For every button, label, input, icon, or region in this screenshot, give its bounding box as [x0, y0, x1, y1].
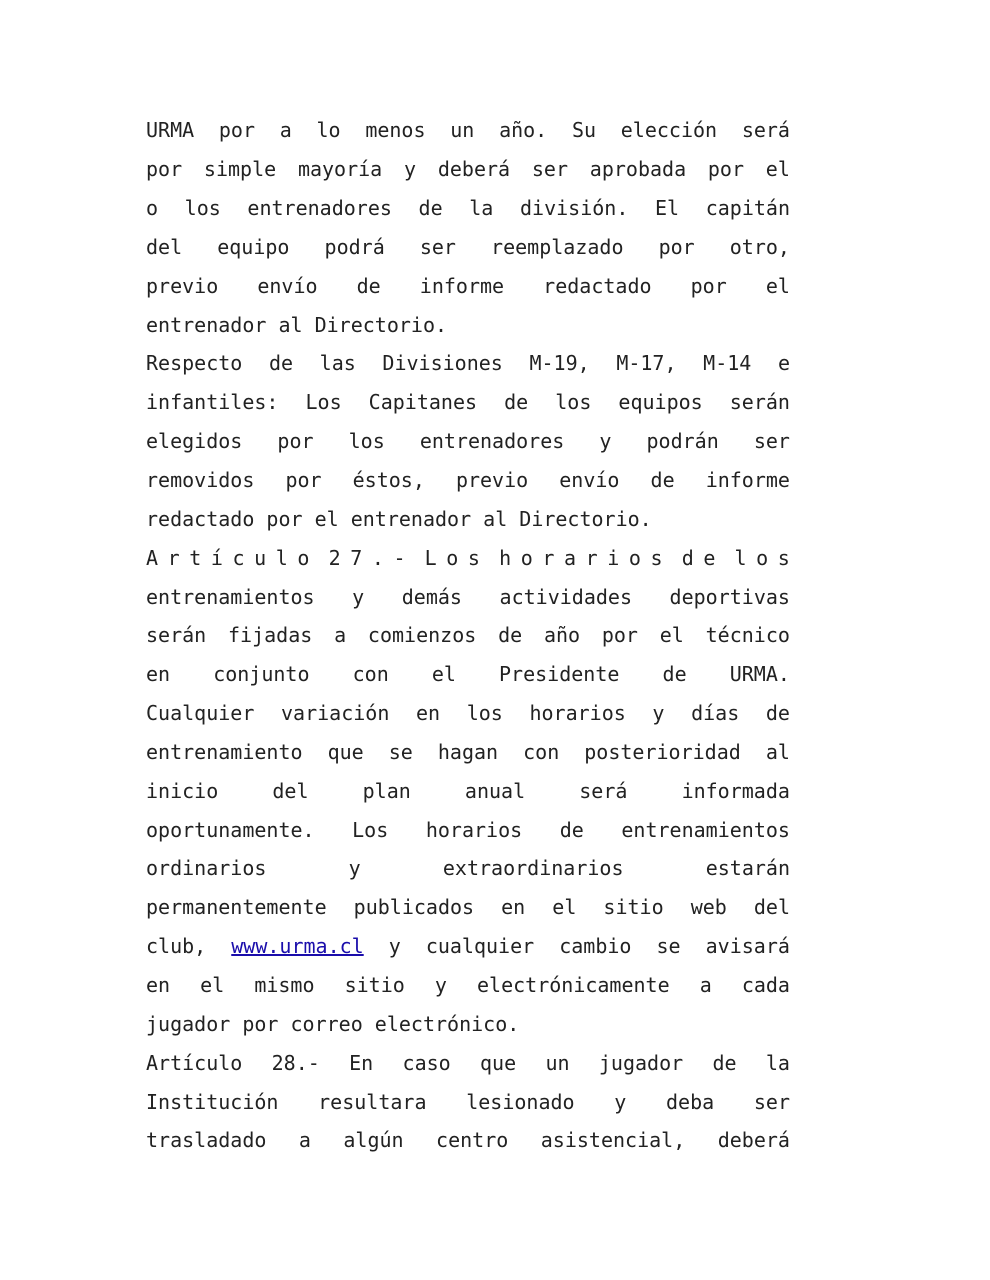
word: un — [450, 118, 475, 143]
text-line — [146, 538, 790, 577]
word: s — [777, 545, 790, 570]
word: lesionado — [466, 1089, 575, 1114]
word: el — [200, 972, 225, 997]
word: c — [232, 545, 245, 570]
word: Presidente — [499, 662, 620, 687]
word: a — [279, 118, 292, 143]
word: al — [765, 739, 790, 764]
word: de — [498, 623, 523, 648]
word: en — [416, 701, 441, 726]
word: con — [352, 662, 389, 687]
word: ser — [419, 234, 456, 259]
word: deportivas — [669, 584, 790, 609]
word: entrenamientos — [146, 584, 315, 609]
word: o — [146, 196, 159, 221]
word: Su — [571, 118, 597, 143]
word: r — [167, 545, 180, 570]
word: cada — [741, 972, 790, 997]
word: por — [690, 273, 727, 298]
word: técnico — [705, 623, 790, 648]
word: M-14 — [703, 351, 752, 376]
word: publicados — [353, 895, 475, 920]
word: el — [765, 157, 790, 182]
word: y — [388, 934, 401, 959]
word: M-19, — [529, 351, 590, 376]
word: a — [298, 1128, 311, 1153]
word: por — [277, 429, 314, 454]
line-text: redactado por el entrenador al Directorio. — [146, 506, 652, 531]
word: comienzos — [367, 623, 477, 648]
word: reemplazado — [491, 234, 624, 259]
word: removidos — [146, 468, 255, 493]
word: serán — [146, 623, 207, 648]
word: que — [327, 739, 364, 764]
word: h — [499, 545, 512, 570]
word: club, — [146, 934, 207, 959]
word: avisará — [705, 934, 790, 959]
word: previo — [455, 468, 529, 493]
word: Capitanes — [368, 390, 478, 415]
word: l — [734, 545, 747, 570]
word: por — [218, 118, 256, 143]
text-line — [146, 305, 790, 344]
word: sitio — [344, 972, 405, 997]
text-line — [146, 189, 790, 228]
text-line — [146, 849, 790, 888]
word: de — [662, 662, 687, 687]
word: electrónicamente — [476, 972, 670, 997]
word: la — [765, 1050, 790, 1075]
word: fijadas — [228, 623, 313, 648]
word: e — [703, 545, 716, 570]
word: envío — [559, 468, 620, 493]
word: año — [543, 623, 581, 648]
word: se — [656, 934, 681, 959]
word: d — [681, 545, 694, 570]
word: por — [601, 623, 638, 648]
word: equipos — [618, 390, 703, 415]
word: ser — [531, 157, 568, 182]
word: días — [691, 701, 740, 726]
text-line — [146, 694, 790, 733]
word: L — [424, 545, 437, 570]
text-line — [146, 150, 790, 189]
text-line — [146, 888, 790, 927]
word: algún — [343, 1128, 404, 1153]
word: trasladado — [146, 1128, 267, 1153]
word: previo — [146, 273, 219, 298]
word: y — [599, 429, 612, 454]
text-line — [146, 228, 790, 267]
word: e — [777, 351, 790, 376]
word: estarán — [705, 856, 790, 881]
word: entrenadores — [247, 196, 392, 221]
word: El — [654, 196, 680, 221]
word: de — [268, 351, 294, 376]
word: por — [285, 468, 322, 493]
word: asistencial, — [540, 1128, 686, 1153]
word: de — [765, 701, 790, 726]
word: el — [431, 662, 456, 687]
word: deberá — [437, 157, 511, 182]
word: s — [467, 545, 480, 570]
word: mismo — [254, 972, 315, 997]
word: elegidos — [146, 429, 243, 454]
word: otro, — [729, 234, 790, 259]
word: y — [404, 157, 417, 182]
text-line — [146, 966, 790, 1005]
document-body — [146, 111, 790, 1160]
word: informada — [681, 778, 790, 803]
text-line — [146, 810, 790, 849]
word: las — [319, 351, 356, 376]
text-line — [146, 499, 790, 538]
word: s — [650, 545, 663, 570]
word: o — [297, 545, 310, 570]
word: 7 — [350, 545, 363, 570]
word: horarios — [529, 701, 626, 726]
word: resultara — [318, 1089, 427, 1114]
word: infantiles: — [146, 390, 279, 415]
word: actividades — [499, 584, 632, 609]
word: Divisiones — [382, 351, 503, 376]
word: de — [559, 817, 584, 842]
text-line — [146, 1043, 790, 1082]
word: será — [741, 118, 790, 143]
word: del — [753, 895, 790, 920]
word: informe — [705, 468, 790, 493]
word: o — [446, 545, 459, 570]
word: y — [434, 972, 447, 997]
word: A — [146, 545, 159, 570]
word: r — [542, 545, 555, 570]
word: mayoría — [297, 157, 383, 182]
word: M-17, — [616, 351, 677, 376]
word: con — [523, 739, 560, 764]
text-line — [146, 1082, 790, 1121]
word: aprobada — [589, 157, 687, 182]
word: Los — [352, 817, 389, 842]
word: deba — [666, 1089, 715, 1114]
word: y — [352, 584, 365, 609]
word: caso — [402, 1050, 451, 1075]
word: deberá — [717, 1128, 790, 1153]
word: año. — [499, 118, 548, 143]
word: los — [555, 390, 592, 415]
line-text: jugador por correo electrónico. — [146, 1011, 520, 1036]
line-text: entrenador al Directorio. — [146, 312, 448, 337]
word: Artículo — [146, 1050, 243, 1075]
word: ser — [753, 429, 790, 454]
text-line — [146, 927, 790, 966]
word: cambio — [559, 934, 632, 959]
word: el — [659, 623, 684, 648]
word: del — [146, 234, 183, 259]
word: envío — [257, 273, 318, 298]
word: l — [275, 545, 288, 570]
word: por — [707, 157, 745, 182]
text-line — [146, 655, 790, 694]
text-line — [146, 616, 790, 655]
word: permanentemente — [146, 895, 327, 920]
word: éstos, — [352, 468, 425, 493]
word: o — [520, 545, 533, 570]
word: o — [756, 545, 769, 570]
word: el — [765, 273, 790, 298]
word: lo — [316, 118, 341, 143]
text-line — [146, 733, 790, 772]
word: ser — [753, 1089, 790, 1114]
word: equipo — [217, 234, 290, 259]
text-line — [146, 422, 790, 461]
text-line — [146, 266, 790, 305]
word: jugador — [598, 1050, 684, 1075]
word: por — [658, 234, 695, 259]
word: en — [501, 895, 526, 920]
word: a — [334, 623, 347, 648]
word: horarios — [425, 817, 523, 842]
word: plan — [362, 778, 411, 803]
word: y — [348, 856, 361, 881]
word: división. — [519, 196, 629, 221]
word: URMA. — [729, 662, 790, 687]
word: oportunamente. — [146, 817, 315, 842]
text-line — [146, 1004, 790, 1043]
text-line — [146, 111, 790, 150]
word: En — [349, 1050, 374, 1075]
word: centro — [436, 1128, 509, 1153]
word: anual — [464, 778, 526, 803]
word: en — [146, 972, 171, 997]
word: web — [690, 895, 727, 920]
word: r — [585, 545, 598, 570]
word: demás — [401, 584, 462, 609]
word: será — [579, 778, 628, 803]
text-line — [146, 461, 790, 500]
word: posterioridad — [584, 739, 741, 764]
text-line — [146, 577, 790, 616]
word: . — [371, 545, 384, 570]
word: podrán — [646, 429, 719, 454]
word: Los — [305, 390, 342, 415]
word: URMA — [146, 118, 195, 143]
word: se — [388, 739, 413, 764]
word: inicio — [146, 778, 219, 803]
word: informe — [419, 273, 505, 298]
word: Cualquier — [146, 701, 255, 726]
word: ordinarios — [146, 856, 267, 881]
word: redactado — [543, 273, 652, 298]
word: o — [628, 545, 641, 570]
word: la — [469, 196, 494, 221]
word: de — [504, 390, 529, 415]
word: menos — [365, 118, 426, 143]
word: podrá — [324, 234, 385, 259]
word: entrenamiento — [146, 739, 303, 764]
word: - — [393, 545, 406, 570]
word: entrenadores — [419, 429, 565, 454]
word: capitán — [705, 196, 790, 221]
word: en — [146, 662, 171, 687]
word: u — [254, 545, 267, 570]
website-link[interactable]: www.urma.cl — [231, 934, 364, 959]
word: hagan — [437, 739, 499, 764]
word: un — [545, 1050, 570, 1075]
word: extraordinarios — [442, 856, 624, 881]
word: sitio — [603, 895, 664, 920]
word: de — [356, 273, 381, 298]
text-line — [146, 1121, 790, 1160]
text-line — [146, 344, 790, 383]
word: cualquier — [425, 934, 535, 959]
word: a — [563, 545, 577, 570]
word: a — [699, 972, 712, 997]
word: y — [614, 1089, 627, 1114]
word: í — [210, 545, 223, 570]
word: entrenamientos — [621, 817, 790, 842]
word: Respecto — [146, 351, 243, 376]
word: elección — [620, 118, 718, 143]
word: variación — [281, 701, 390, 726]
word: los — [466, 701, 503, 726]
word: serán — [729, 390, 790, 415]
word: 2 — [328, 545, 341, 570]
word: de — [418, 196, 443, 221]
word: el — [552, 895, 577, 920]
text-line — [146, 771, 790, 810]
word: Institución — [146, 1089, 279, 1114]
word: t — [189, 545, 202, 570]
word: de — [712, 1050, 737, 1075]
word: de — [650, 468, 675, 493]
word: que — [480, 1050, 517, 1075]
word: 28.- — [271, 1050, 320, 1075]
word: i — [607, 545, 620, 570]
word: los — [184, 196, 221, 221]
word: conjunto — [213, 662, 310, 687]
word: los — [348, 429, 385, 454]
text-line — [146, 383, 790, 422]
word: y — [652, 701, 665, 726]
word: del — [272, 778, 309, 803]
word: por — [146, 157, 183, 182]
word: simple — [203, 157, 277, 182]
